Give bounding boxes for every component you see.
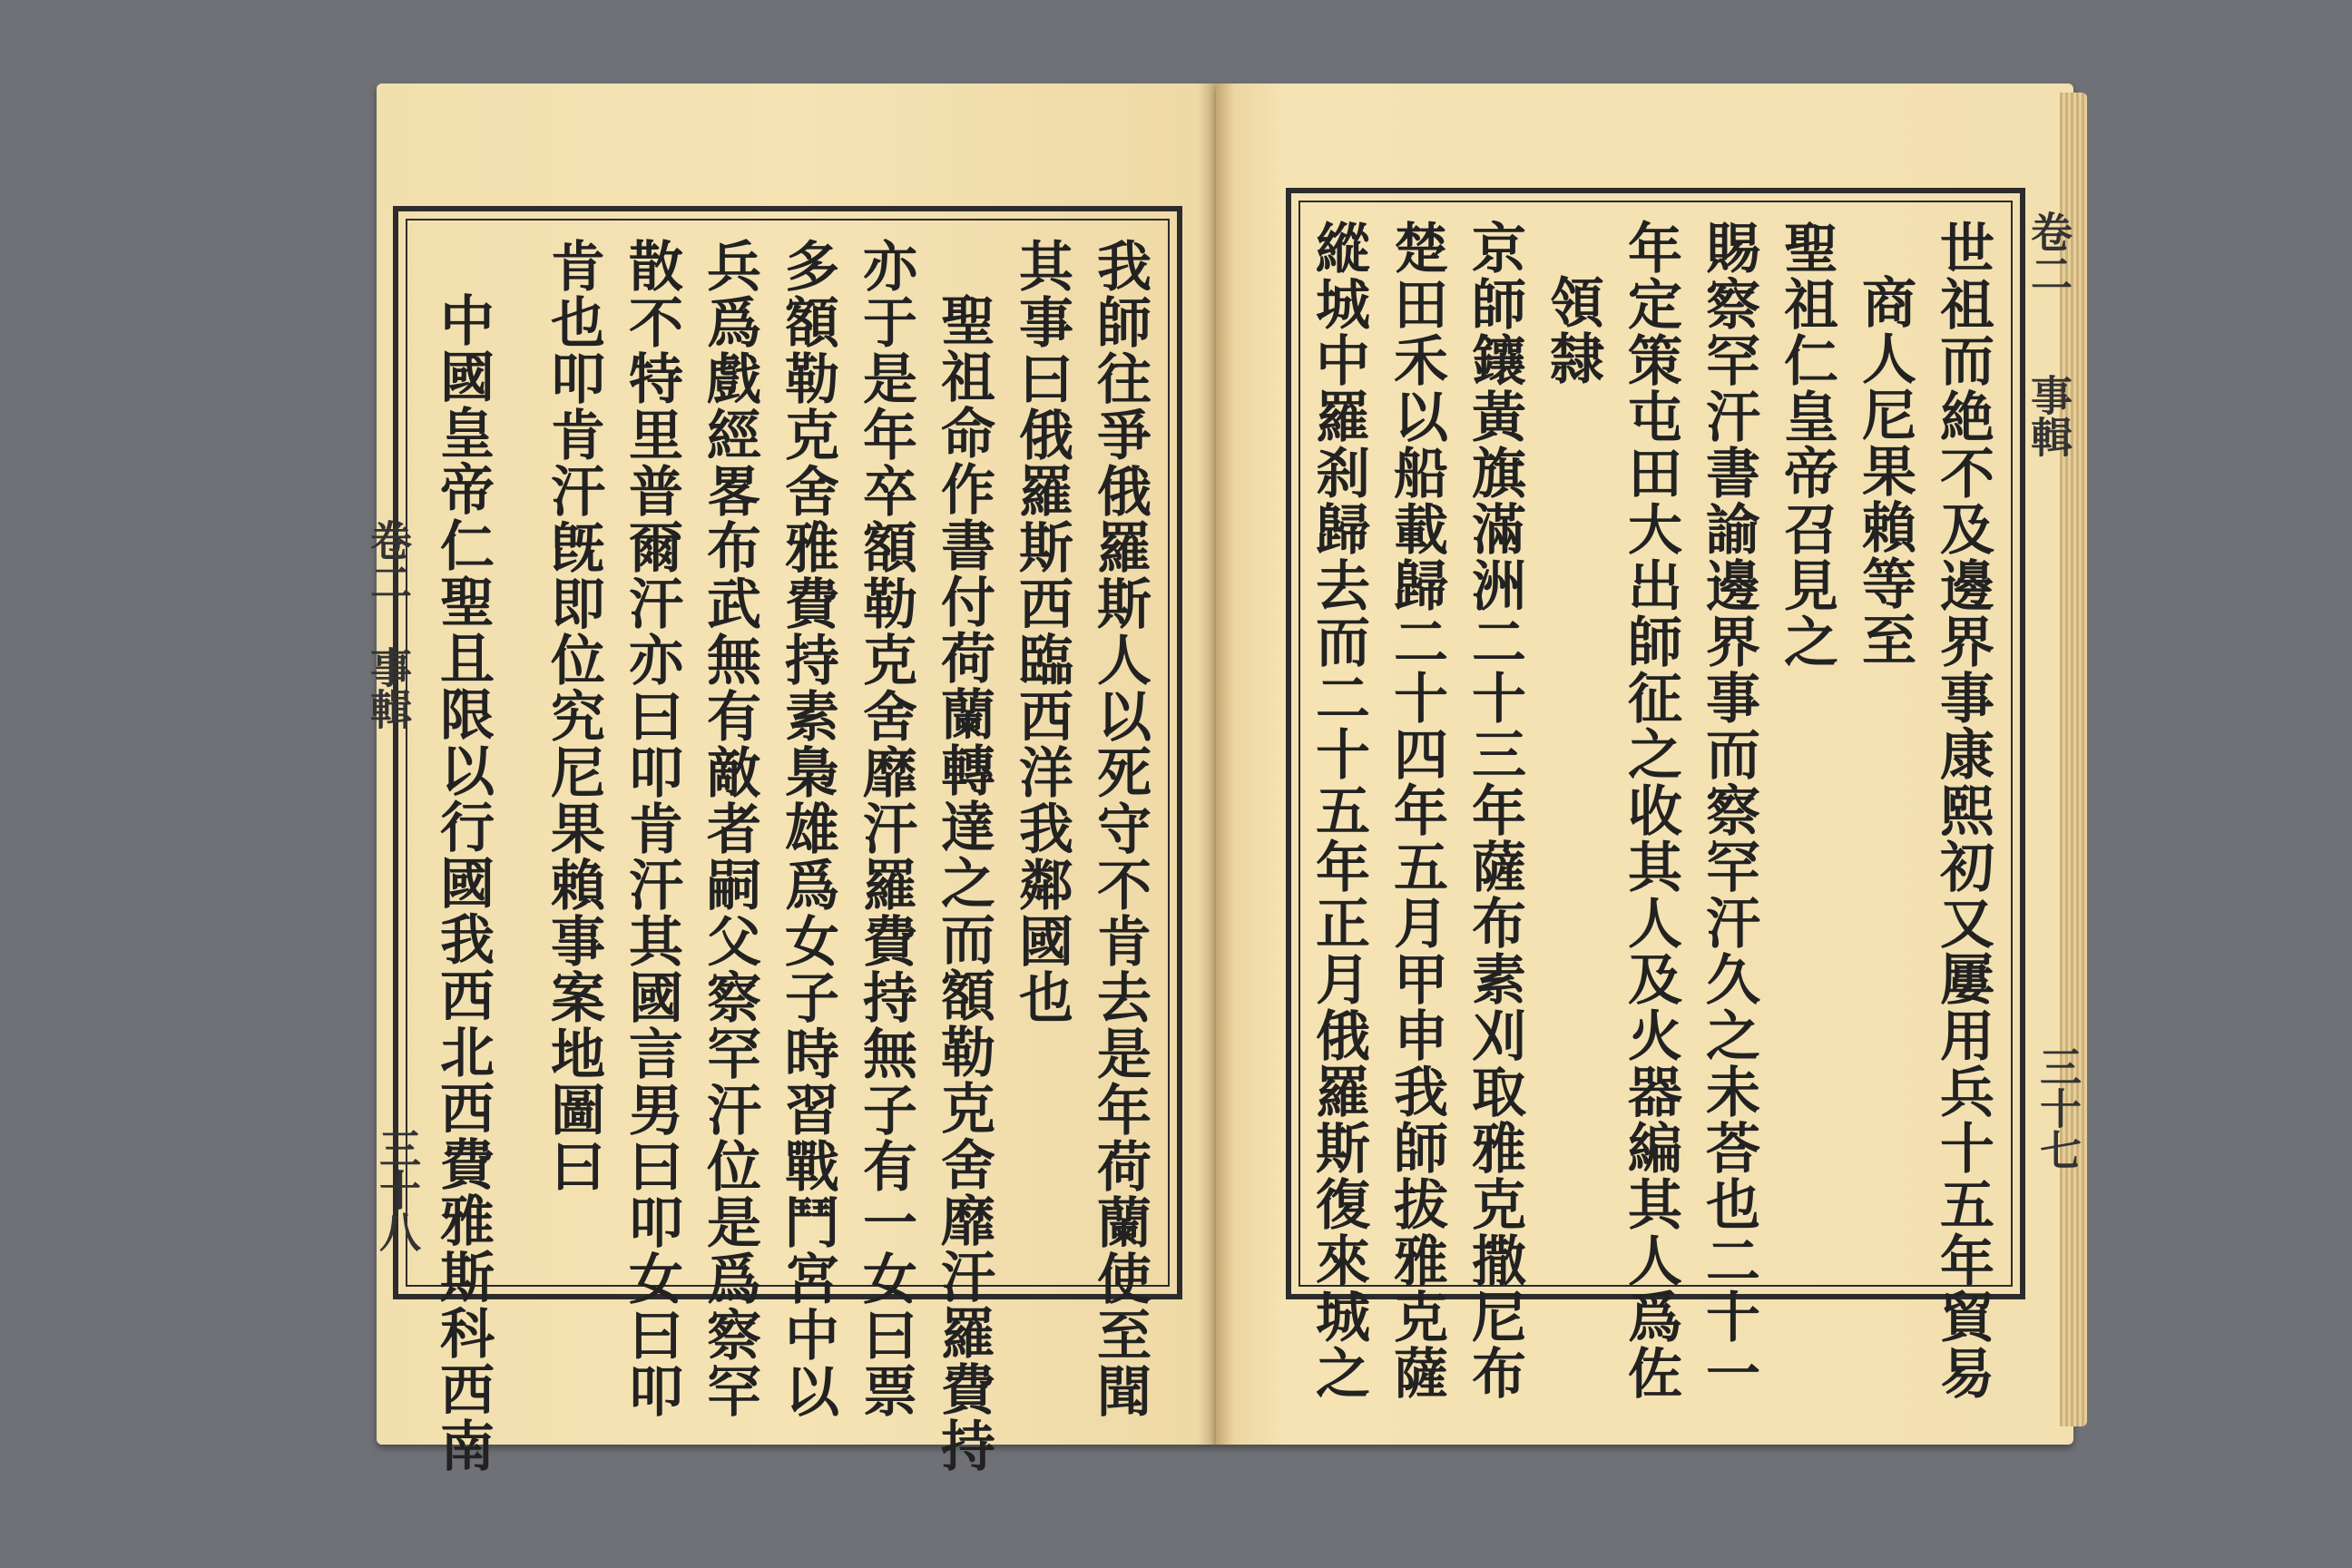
left-column-5: 多額勒克舍雅費持素梟雄爲女子時習戰鬥宮中以 xyxy=(776,238,839,1419)
left-column-6: 兵爲戲經畧布武無有敵者嗣父察罕汗位是爲察罕 xyxy=(698,238,761,1419)
right-center-label: 卷二 xyxy=(2024,211,2073,294)
book-gutter xyxy=(1198,83,1234,1445)
left-column-4: 亦于是年卒額勒克舍靡汗羅費持無子有一女曰票 xyxy=(854,238,917,1419)
left-column-1: 我師往爭俄羅斯人以死守不肯去是年荷蘭使至聞 xyxy=(1088,238,1152,1419)
right-column-3: 聖祖仁皇帝召見之 xyxy=(1775,220,1838,670)
right-column-8: 楚田禾以船載歸二十四年五月甲申我師拔雅克薩 xyxy=(1385,220,1448,1401)
right-column-4: 賜察罕汗書諭邊界事而察罕汗久之未荅也二十一 xyxy=(1697,220,1760,1401)
left-center-section: 事輯 xyxy=(364,646,413,730)
left-column-2: 其事曰俄羅斯西臨西洋我鄰國也 xyxy=(1010,238,1073,1025)
left-column-3: 聖祖命作書付荷蘭轉達之而額勒克舍靡汗羅費持 xyxy=(932,292,995,1474)
right-column-9: 縱城中羅刹歸去而二十五年正月俄羅斯復來城之 xyxy=(1307,220,1370,1401)
left-column-7: 散不特里普爾汗亦曰叩肯汗其國言男曰叩女曰叩 xyxy=(620,238,683,1419)
left-center-label: 卷二 xyxy=(364,519,413,603)
left-column-9: 中國皇帝仁聖且限以行國我西北西費雅斯科西南 xyxy=(431,292,495,1474)
right-column-5: 年定策屯田大出師征之收其人及火器編其人爲佐 xyxy=(1619,220,1682,1401)
right-column-1: 世祖而絶不及邊界事康熙初又屢用兵十五年貿易 xyxy=(1931,220,1994,1401)
left-folio: 三十八 xyxy=(373,1127,422,1252)
right-column-7: 京師鑲黃旗滿洲二十三年薩布素刈取雅克撒尼布 xyxy=(1463,220,1526,1401)
right-column-2: 商人尼果賴等至 xyxy=(1853,274,1916,668)
open-book xyxy=(364,83,2101,1490)
right-column-6: 領隸 xyxy=(1541,274,1604,387)
right-folio: 三十七 xyxy=(2034,1045,2082,1171)
left-column-8: 肯也叩肯汗旣即位究尼果賴事案地圖曰 xyxy=(542,238,605,1194)
right-center-section: 事輯 xyxy=(2024,374,2073,457)
